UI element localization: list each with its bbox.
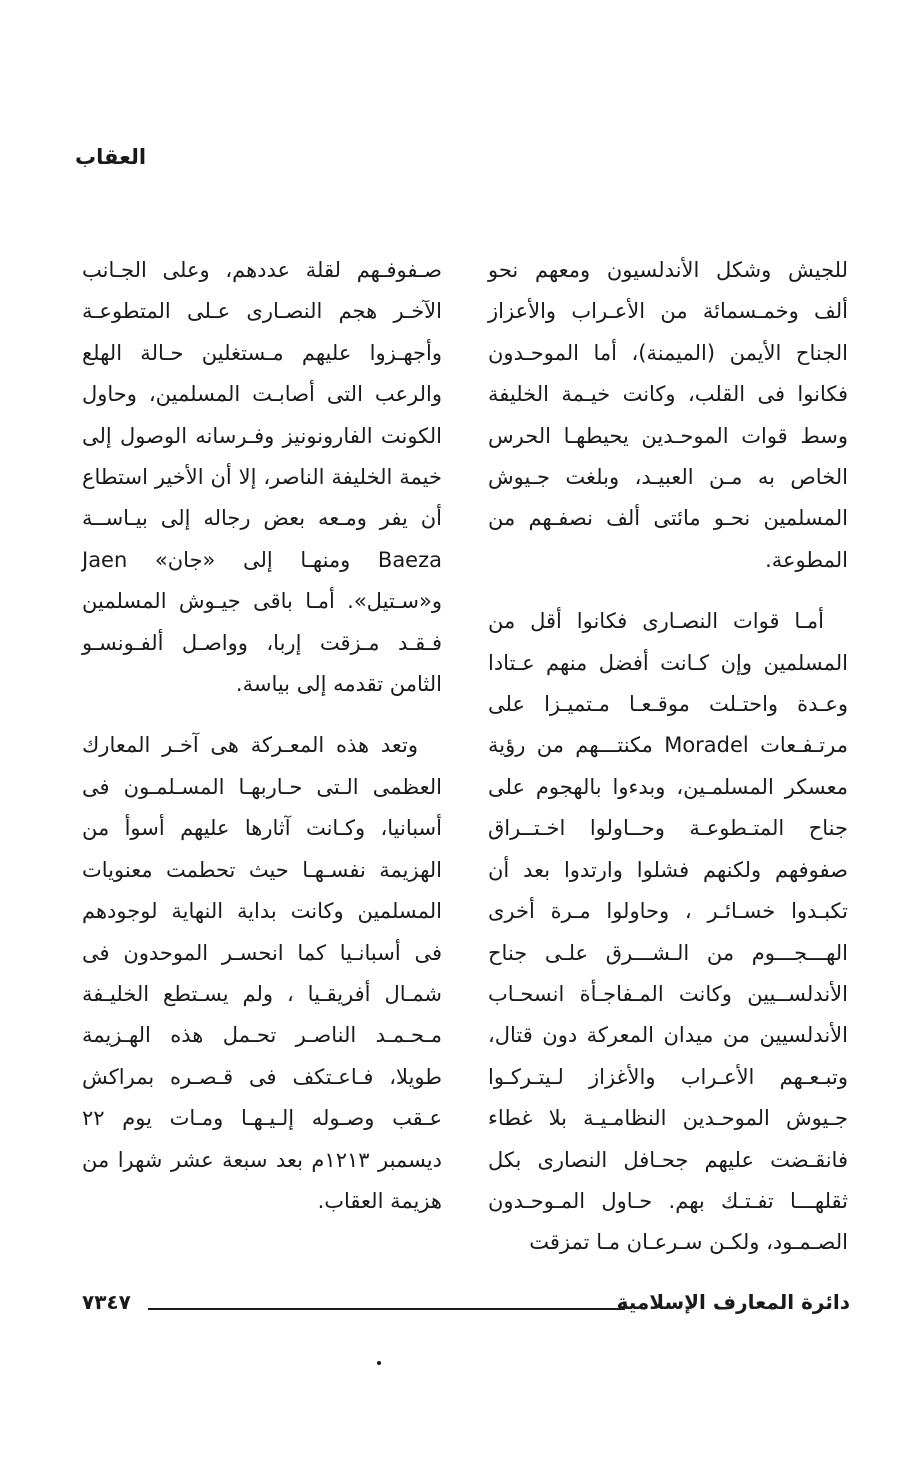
running-head: العقاب xyxy=(75,145,147,169)
right-column xyxy=(488,250,848,1264)
left-column xyxy=(82,250,442,1222)
page-number: ٧٣٤٧ xyxy=(82,1290,131,1314)
paragraph: أمـا قوات النصـارى فكانوا أقل من المسلمين وإن كـانت أفضل منهم عـتادا وعـدة واحتـلت موقـعـا مـتميـزا على مرتـفـعات Moradel مكنتـــهم من رؤية معسكر المسلمـين، وبدءوا بالهجوم على جناح المتـطوعـة وحــاولوا اخـتــراق صفوفهم ولكنهم فشلوا وارتدوا بعد أن تكبـدوا خسـائـر ، وحاولوا مـرة أخرى الهـــجـــوم من الـشـــرق علـى جناح الأندلســيين وكانت المـفاجـأة انسحـاب الأندلسيين من ميدان المعركة دون قتال، وتبـعـهم الأعـراب والأغزاز لـيتـركـوا جـيوش الموحـدين النظامـيـة بلا غطاء فانقـضت عليهم جحـافل النصارى بكل ثقلهـــا تفـتـك بهم. حـاول المـوحـدون الصـمـود، ولكـن سـرعـان مـا تمزقت xyxy=(488,609,848,1255)
scan-speck xyxy=(377,1361,381,1365)
encyclopedia-title: دائرة المعارف الإسلامية xyxy=(616,1290,850,1314)
paragraph: وتعد هذه المعـركة هى آخـر المعارك العظمى الـتى حـاربهـا المسـلمـون فى أسبانيا، وكـانت آثارها عليهم أسوأ من الهزيمة نفسـهـا حيث تحطمت معنويات المسلمين وكانت بداية النهاية لوجودهم فى أسبانـيا كما انحسـر الموحدون فى شمـال أفريقـيا ، ولم يسـتطع الخليـفة مـحـمـد الناصـر تحـمل هذه الهـزيمة طويلا، فـاعـتكف فى قـصـره بمراكش عـقب وصـوله إلـيـهـا ومـات يوم ٢٢ ديسمبر ١٢١٣م بعد سبعة عشر شهرا من هزيمة العقاب. xyxy=(82,733,443,1213)
footer-rule xyxy=(148,1308,625,1310)
paragraph: للجيش وشكل الأندلسيون ومعهم نحو ألف وخمـسمائة من الأعـراب والأعزاز الجناح الأيمن (الميمنة)، أما الموحـدون فكانوا فى القلب، وكانت خيـمة الخليفة وسط قوات الموحـدين يحيطهـا الحرس الخاص به مـن العبيـد، وبلغت جـيوش المسلمين نحـو مائتى ألف نصفـهم من المطوعة. xyxy=(488,258,848,572)
page-footer xyxy=(82,1290,850,1324)
paragraph: صـفوفـهم لقلة عددهم، وعلى الجـانب الآخـر هجم النصـارى عـلى المتطوعـة وأجهـزوا عليهم مـستغلين حـالة الهلع والرعب التى أصابـت المسلمين، وحاول الكونت الفارونونيز وفـرسانه الوصول إلى خيمة الخليفة الناصر، إلا أن الأخير استطاع أن يفر ومـعه بعض رجاله إلى بيـاســة Baeza ومنهـا إلى «جان» Jaen و«سـتيل». أمـا باقى جيـوش المسلمين فـقـد مـزقت إربا، وواصـل ألفـونسـو الثامن تقدمه إلى بياسة. xyxy=(82,258,442,697)
